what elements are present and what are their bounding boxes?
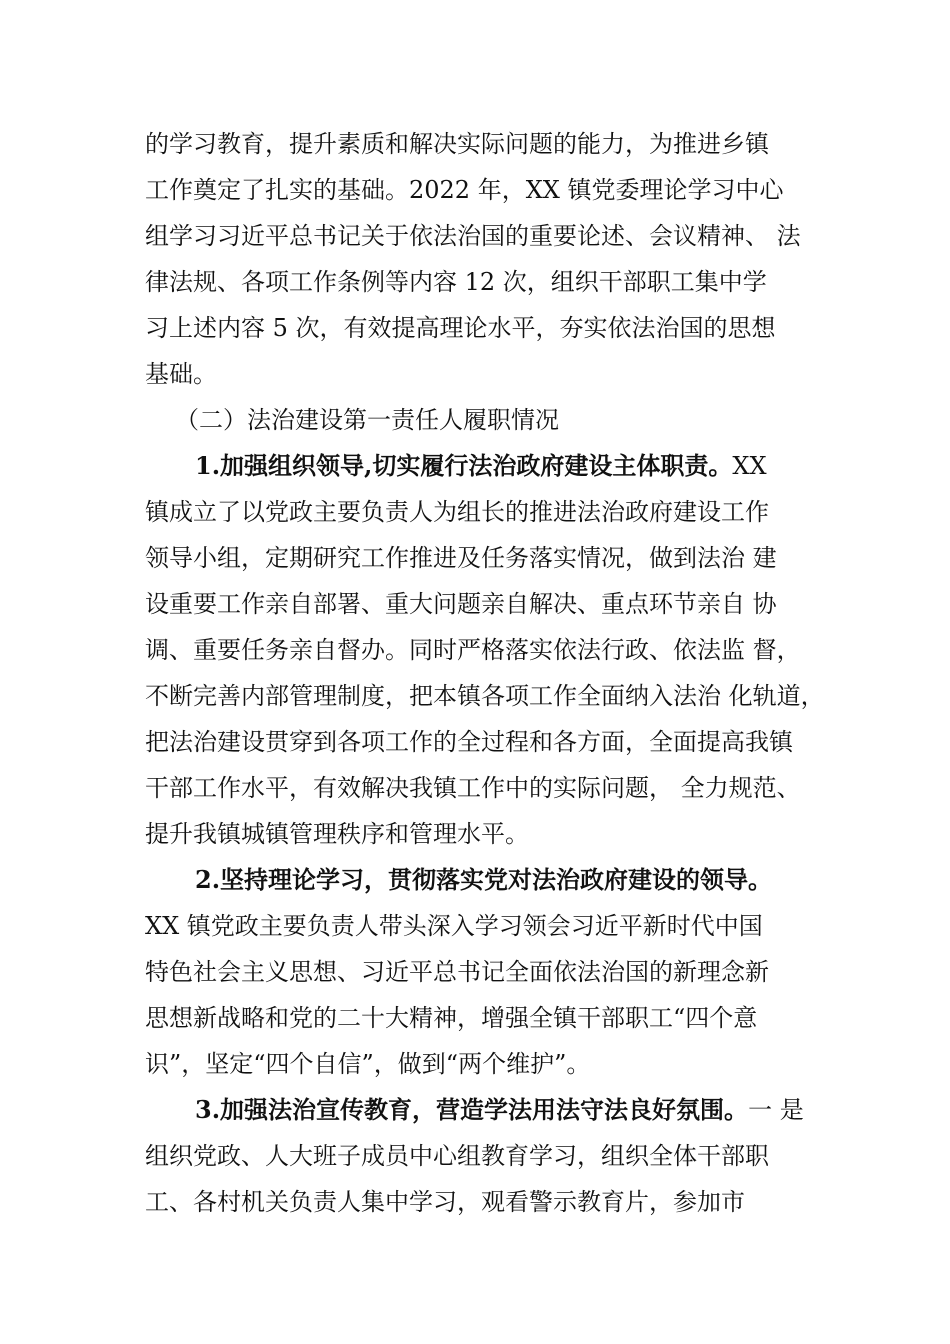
paragraph-line: 思想新战略和党的二十大精神，增强全镇干部职工“四个意 (145, 1004, 758, 1032)
paragraph-line: 基础。 (145, 360, 217, 388)
paragraph-line: 调、重要任务亲自督办。同时严格落实依法行政、依法监 督， (145, 636, 801, 664)
paragraph-line: 律法规、各项工作条例等内容 12 次，组织干部职工集中学 (145, 268, 767, 296)
section-heading: （二）法治建设第一责任人履职情况 (175, 406, 559, 434)
paragraph-line: 把法治建设贯穿到各项工作的全过程和各方面，全面提高我镇 (145, 728, 793, 756)
paragraph-line: 设重要工作亲自部署、重大问题亲自解决、重点环节亲自 协 (145, 590, 777, 618)
paragraph-line: 干部工作水平，有效解决我镇工作中的实际问题， 全力规范、 (145, 774, 801, 802)
paragraph-line: XX 镇党政主要负责人带头深入学习领会习近平新时代中国 (145, 912, 763, 940)
paragraph-line: 提升我镇城镇管理秩序和管理水平。 (145, 820, 529, 848)
paragraph-line: 工作奠定了扎实的基础。2022 年，XX 镇党委理论学习中心 (145, 176, 784, 204)
paragraph-line: 镇成立了以党政主要负责人为组长的推进法治政府建设工作 (145, 498, 769, 526)
paragraph-line: 组织党政、人大班子成员中心组教育学习，组织全体干部职 (145, 1142, 769, 1170)
paragraph-line: 习上述内容 5 次，有效提高理论水平，夯实依法治国的思想 (145, 314, 776, 342)
paragraph-line: 特色社会主义思想、习近平总书记全面依法治国的新理念新 (145, 958, 769, 986)
item-3-title: 3.加强法治宣传教育，营造学法用法守法良好氛围。 (195, 1095, 749, 1124)
paragraph-line: 不断完善内部管理制度，把本镇各项工作全面纳入法治 化轨道， (145, 682, 825, 710)
paragraph-line: 组学习习近平总书记关于依法治国的重要论述、会议精神、 法 (145, 222, 801, 250)
item-1-title: 1.加强组织领导,切实履行法治政府建设主体职责。 (195, 451, 733, 480)
item-2-title: 2.坚持理论学习，贯彻落实党对法治政府建设的领导。 (195, 865, 773, 894)
paragraph-line: 识”，坚定“四个自信”，做到“两个维护”。 (145, 1050, 591, 1078)
item-1-title-tail: XX (732, 452, 767, 480)
item-1-first-line (195, 443, 835, 489)
paragraph-line: 领导小组，定期研究工作推进及任务落实情况，做到法治 建 (145, 544, 777, 572)
item-3-first-line (195, 1087, 835, 1133)
paragraph-line: 的学习教育，提升素质和解决实际问题的能力，为推进乡镇 (145, 130, 769, 158)
paragraph-line: 工、各村机关负责人集中学习，观看警示教育片，参加市 (145, 1188, 745, 1216)
item-3-title-tail: 一 是 (748, 1096, 804, 1124)
